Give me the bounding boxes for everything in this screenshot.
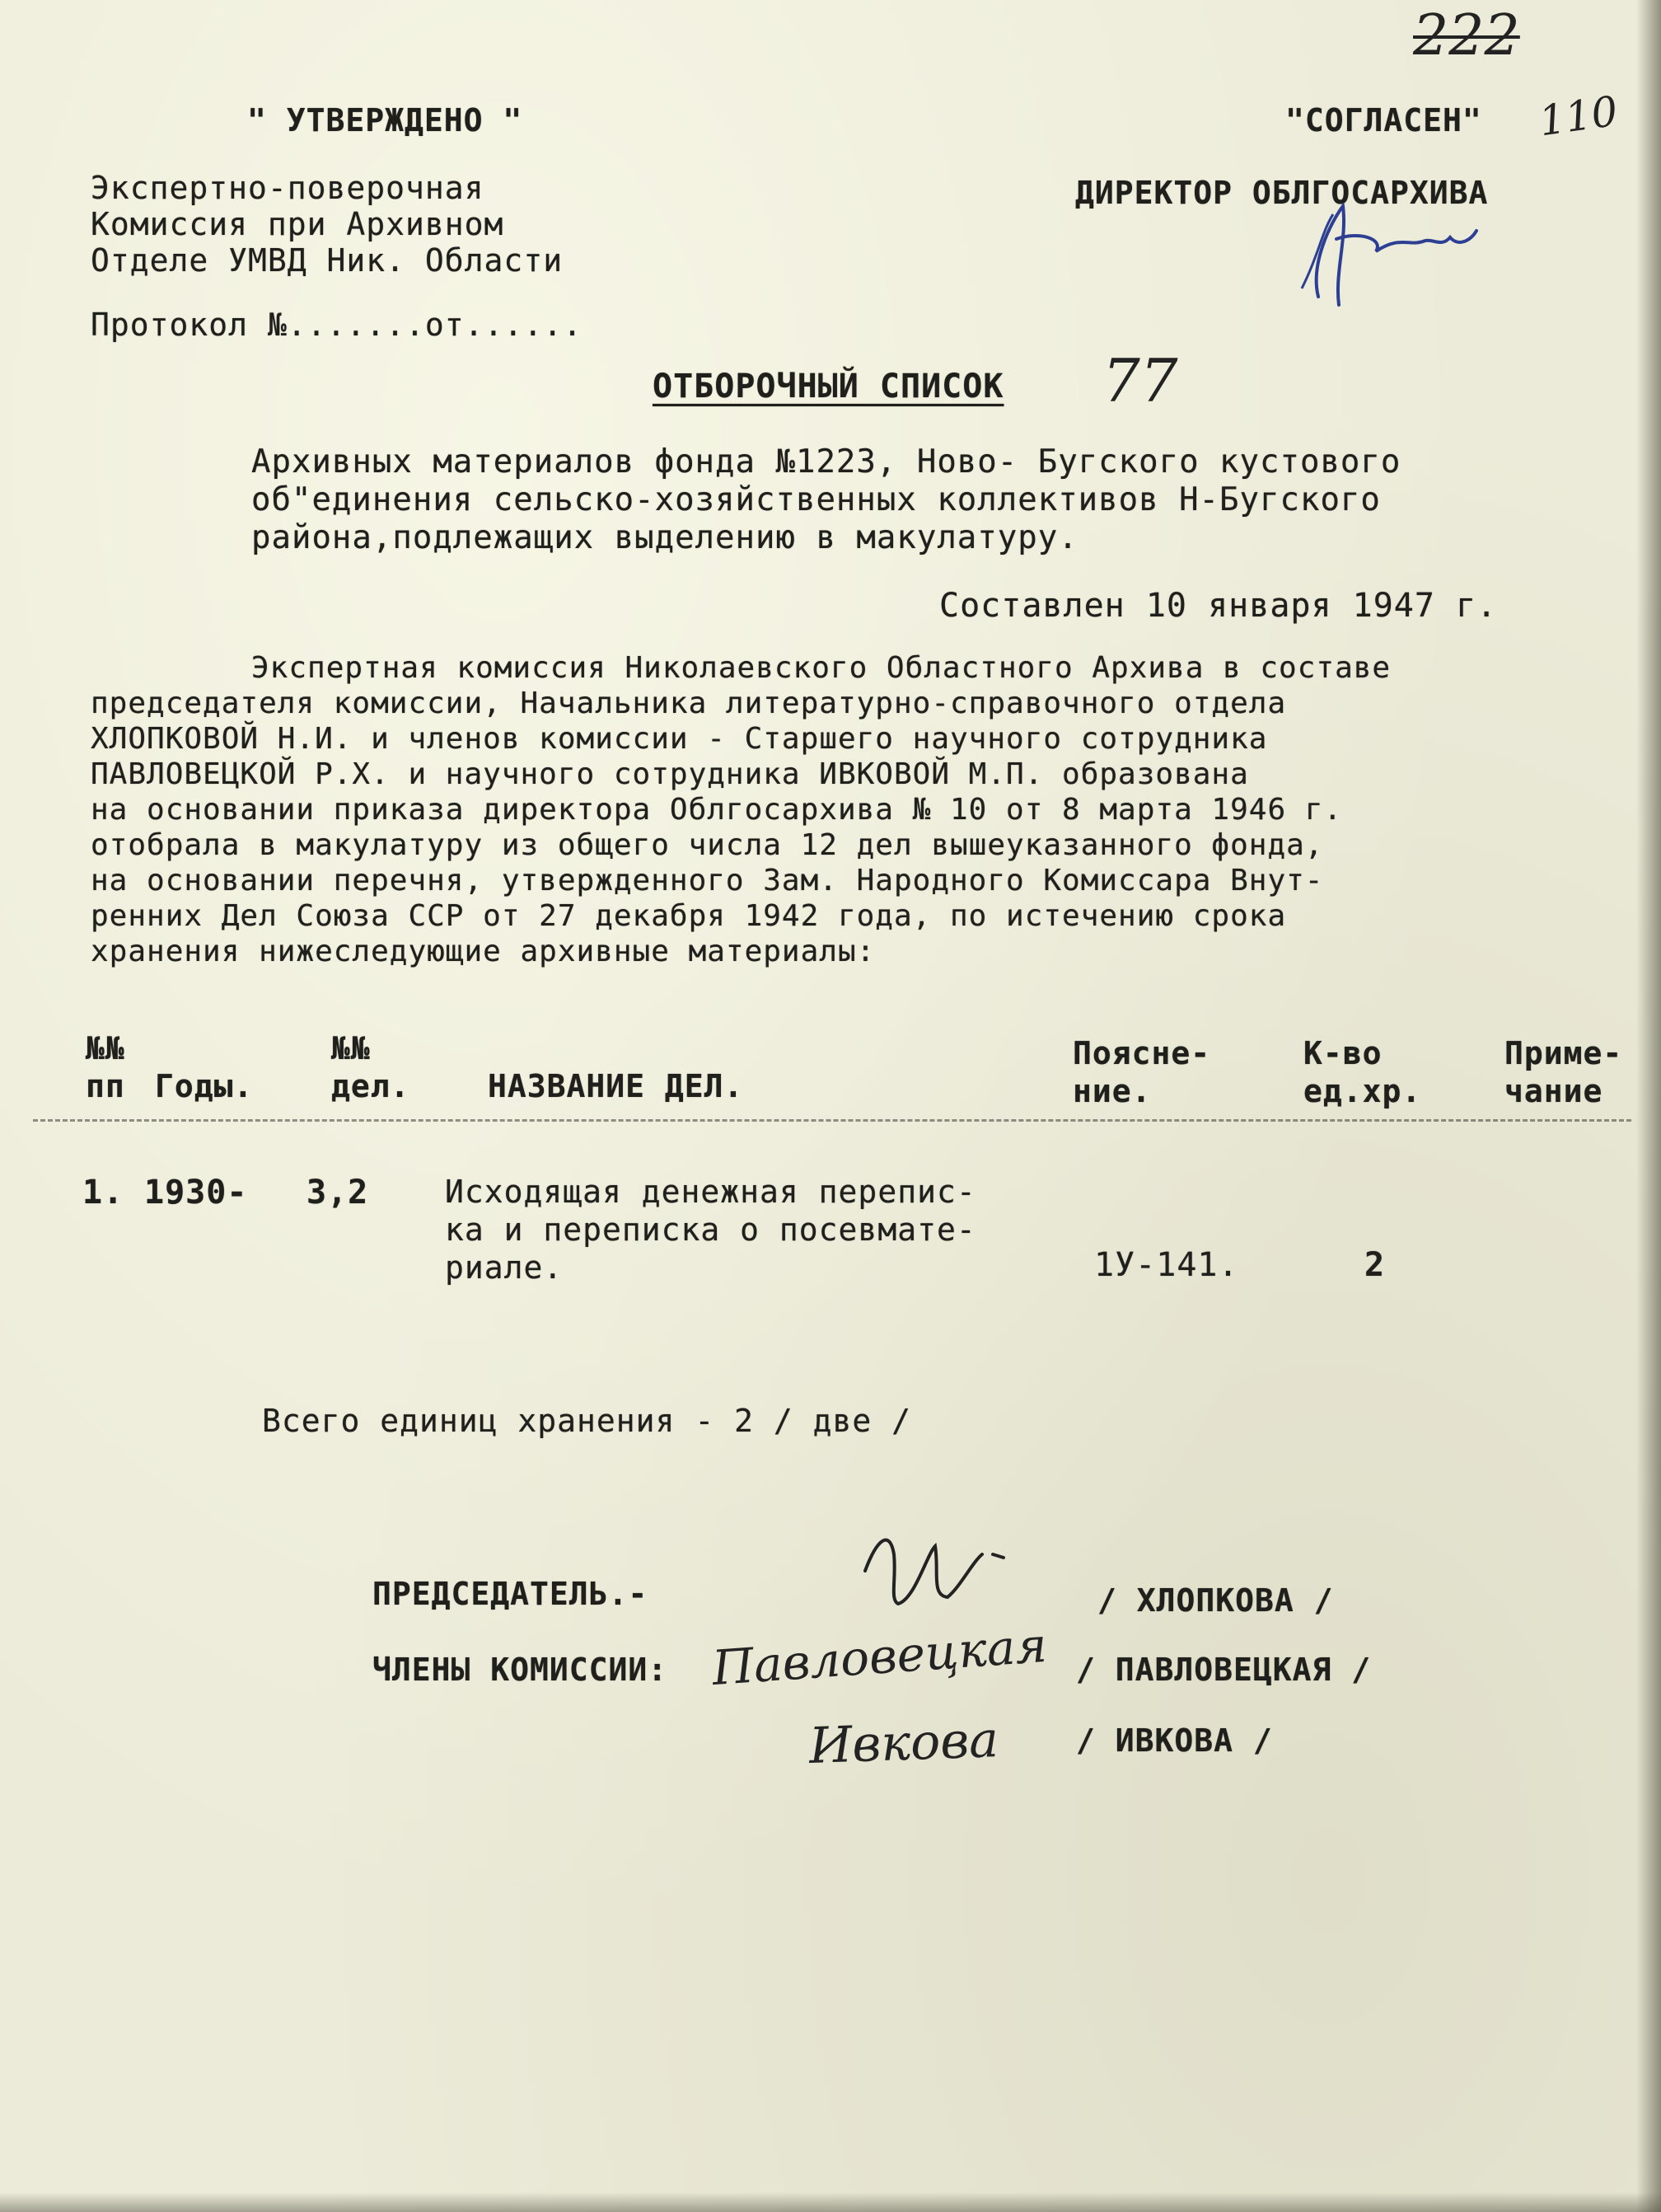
members-label: ЧЛЕНЫ КОМИССИИ:	[372, 1652, 668, 1688]
col-num-top: №№	[86, 1030, 125, 1066]
row-1-quantity: 2	[1364, 1246, 1386, 1284]
col-explanation-bottom: ние.	[1073, 1073, 1152, 1109]
chairman-label: ПРЕДСЕДАТЕЛЬ.-	[372, 1576, 648, 1612]
row-1-explanation: 1У-141.	[1094, 1246, 1239, 1284]
director-signature-image	[1285, 190, 1483, 313]
col-explanation-top: Поясне-	[1073, 1035, 1211, 1071]
agreed-title: "СОГЛАСЕН"	[1285, 102, 1482, 138]
body-line-1: Экспертная комиссия Николаевского Областного Архива в составе	[251, 651, 1392, 685]
body-line-5: на основании приказа директора Облгосархива № 10 от 8 марта 1946 г.	[91, 793, 1343, 827]
page-bottom-shadow	[0, 2192, 1661, 2212]
col-years: Годы.	[155, 1068, 254, 1104]
row-1-name-line-2: ка и переписка о посевмате-	[445, 1211, 976, 1248]
body-line-3: ХЛОПКОВОЙ Н.И. и членов комиссии - Старшего научного сотрудника	[91, 722, 1268, 756]
agreed-director: ДИРЕКТОР ОБЛГОСАРХИВА	[1075, 175, 1489, 211]
row-1-years: 1930-	[144, 1174, 248, 1211]
compiled-date: Составлен 10 января 1947 г.	[939, 587, 1498, 625]
member2-name: / ИВКОВА /	[1076, 1722, 1273, 1759]
chairman-name: / ХЛОПКОВА /	[1097, 1582, 1334, 1619]
col-quantity-top: К-во	[1303, 1035, 1383, 1071]
intro-line-2: об"единения сельско-хозяйственных коллективов Н-Бугского	[251, 481, 1381, 518]
row-1-name-line-3: риале.	[445, 1249, 564, 1286]
table-header-rule	[33, 1119, 1631, 1122]
archive-number-struck: 222	[1413, 3, 1520, 68]
col-name: НАЗВАНИЕ ДЕЛ.	[488, 1068, 744, 1104]
member1-name: / ПАВЛОВЕЦКАЯ /	[1076, 1652, 1372, 1688]
protocol-line: Протокол №.......от......	[91, 307, 583, 343]
col-case-top: №№	[331, 1030, 371, 1066]
total-units: Всего единиц хранения - 2 / две /	[262, 1403, 911, 1439]
intro-line-3: района,подлежащих выделению в макулатуру.	[251, 519, 1078, 556]
approved-line-1: Экспертно-поверочная	[91, 170, 484, 206]
member1-signature: Павловецкая	[710, 1616, 1049, 1697]
col-num-bottom: пп	[86, 1068, 125, 1104]
approved-title: " УТВЕРЖДЕНО "	[247, 102, 523, 138]
col-case-bottom: дел.	[331, 1068, 410, 1104]
col-note-bottom: чание	[1504, 1073, 1603, 1109]
row-1-name-line-1: Исходящая денежная перепис-	[445, 1174, 976, 1210]
member2-signature: Ивкова	[807, 1711, 1000, 1775]
document-title: ОТБОРОЧНЫЙ СПИСОК	[653, 368, 1004, 405]
body-line-8: ренних Дел Союза ССР от 27 декабря 1942 года, по истечению срока	[91, 899, 1287, 933]
body-line-6: отобрала в макулатуру из общего числа 12 дел вышеуказанного фонда,	[91, 828, 1324, 862]
list-number: 77	[1102, 346, 1178, 415]
body-line-7: на основании перечня, утвержденного Зам. Народного Комиссара Внут-	[91, 864, 1324, 897]
page-edge-shadow	[1636, 0, 1661, 2212]
chairman-signature-image	[849, 1521, 1013, 1629]
row-1-num: 1.	[82, 1174, 124, 1211]
intro-line-1: Архивных материалов фонда №1223, Ново- Бугского кустового	[251, 443, 1401, 480]
body-line-4: ПАВЛОВЕЦКОЙ Р.Х. и научного сотрудника ИВКОВОЙ М.П. образована	[91, 757, 1249, 791]
col-quantity-bottom: ед.хр.	[1303, 1073, 1422, 1109]
body-line-9: хранения нижеследующие архивные материалы:	[91, 935, 876, 968]
approved-line-3: Отделе УМВД Ник. Области	[91, 242, 564, 279]
archive-number: 110	[1536, 87, 1621, 146]
row-1-cases: 3,2	[306, 1174, 369, 1211]
body-line-2: председателя комиссии, Начальника литературно-справочного отдела	[91, 687, 1287, 720]
approved-line-2: Комиссия при Архивном	[91, 206, 504, 242]
col-note-top: Приме-	[1504, 1035, 1623, 1071]
